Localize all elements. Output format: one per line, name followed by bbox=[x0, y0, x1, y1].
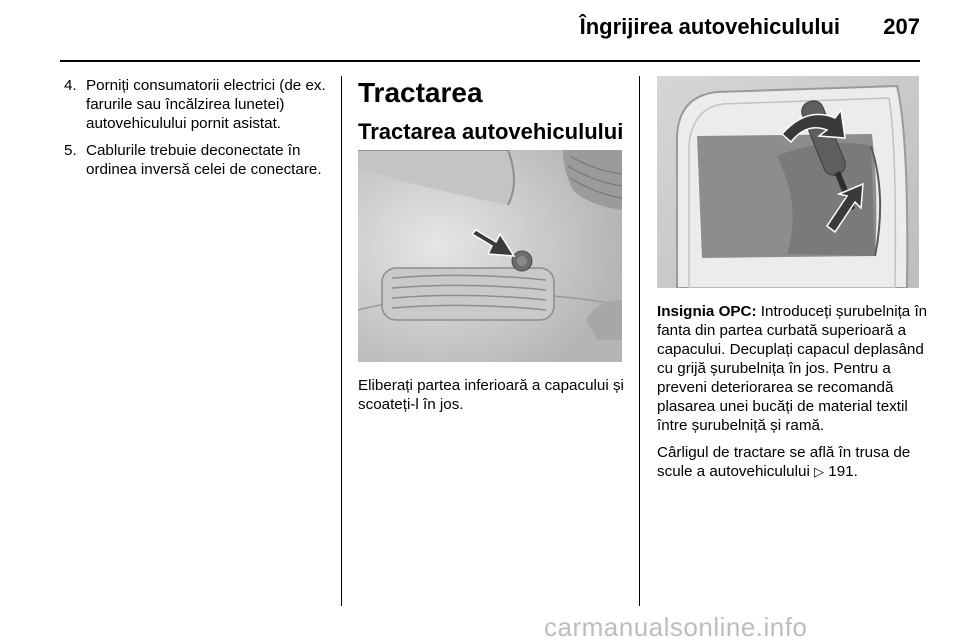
opc-instructions: Introduceți șurubelnița în fanta din partea curbată superioară a capacului. Decuplați capacul deplasând cu grijă șurubelnița în jos. Pentru a preveni deteriorarea se recomandă plasarea unei bucăți de material textil între șurubelniță și ramă. bbox=[657, 303, 928, 434]
bumper-photo bbox=[358, 150, 622, 362]
page-number: 207 bbox=[883, 14, 920, 39]
middle-column bbox=[358, 76, 624, 156]
right-column-text bbox=[657, 302, 929, 489]
section-heading: Tractarea bbox=[358, 77, 483, 108]
left-column bbox=[64, 76, 328, 187]
opc-paragraph bbox=[657, 302, 929, 435]
opc-cover-photo bbox=[657, 76, 919, 288]
page-reference-link[interactable]: 191. bbox=[828, 463, 858, 480]
list-item-text: Porniți consumatorii electrici (de ex. farurile sau încălzirea lunetei) autovehiculului pornit asistat. bbox=[86, 77, 326, 132]
steps-list bbox=[64, 76, 328, 179]
tow-hook-text: Cârligul de tractare se află în trusa de scule a autovehiculului bbox=[657, 444, 911, 480]
header-rule bbox=[60, 60, 920, 62]
opc-label: Insignia OPC: bbox=[657, 303, 757, 320]
watermark: carmanualsonline.info bbox=[544, 612, 808, 642]
section-subheading: Tractarea autovehiculului bbox=[358, 119, 624, 144]
arrow-ref-icon: ▷ bbox=[814, 464, 825, 479]
list-item-number: 4. bbox=[64, 77, 77, 94]
list-item bbox=[64, 76, 328, 133]
list-item-number: 5. bbox=[64, 142, 77, 159]
page-header-title: Îngrijirea autovehiculului bbox=[579, 14, 840, 39]
column-divider-left bbox=[341, 76, 342, 606]
list-item bbox=[64, 141, 328, 179]
column-divider-right bbox=[639, 76, 640, 606]
list-item-text: Cablurile trebuie deconectate în ordinea inversă celei de conectare. bbox=[86, 142, 322, 178]
tow-hook-paragraph bbox=[657, 443, 929, 481]
photo-caption: Eliberați partea inferioară a capacului și scoateți-l în jos. bbox=[358, 377, 624, 413]
